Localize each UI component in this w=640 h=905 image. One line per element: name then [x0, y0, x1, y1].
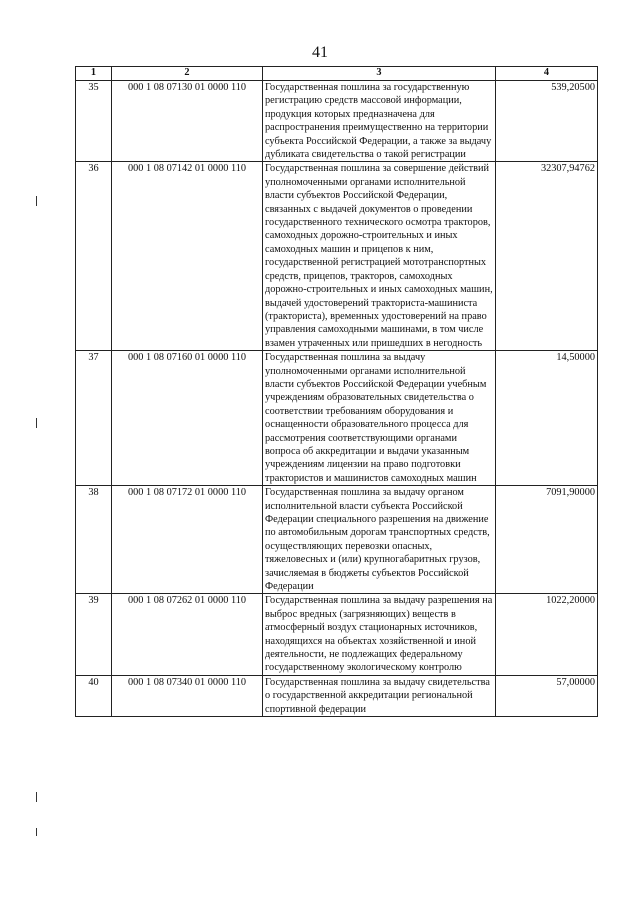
table-row — [76, 594, 598, 675]
row-amount: 1022,20000 — [496, 594, 598, 675]
table-row — [76, 486, 598, 594]
page-number: 41 — [312, 44, 328, 61]
scan-artifact — [36, 196, 37, 206]
row-number: 38 — [76, 486, 112, 594]
column-header-1: 1 — [76, 67, 112, 81]
header-row — [76, 67, 598, 81]
column-header-4: 4 — [496, 67, 598, 81]
row-number: 36 — [76, 162, 112, 351]
row-number: 40 — [76, 675, 112, 716]
budget-code: 000 1 08 07262 01 0000 110 — [112, 594, 263, 675]
table-row — [76, 81, 598, 162]
budget-code: 000 1 08 07340 01 0000 110 — [112, 675, 263, 716]
row-description: Государственная пошлина за выдачу уполномоченными органами исполнительной власти субъектов Российской Федерации учебным учреждениям образовательных свидетельства о соответствии требованиям оборудования и оснащенности образовательного процесса для рассмотрения соответствующими органами вопроса об аккредитации и выдачи указанным учреждениям лицензии на право подготовки трактористов и машинистов самоходных машин — [263, 351, 496, 486]
row-description: Государственная пошлина за совершение действий уполномоченными органами исполнительной власти субъектов Российской Федерации, связанных с выдачей документов о проведении государственного технического осмотра тракторов, самоходных дорожно-строительных и иных самоходных машин и прицепов к ним, государственной регистрацией мототранспортных средств, прицепов, тракторов, самоходных дорожно-строительных и иных самоходных машин, выдачей удостоверений тракториста-машиниста (тракториста), временных удостоверений на право управления самоходными машинами, в том числе взамен утраченных или пришедших в негодность — [263, 162, 496, 351]
scan-artifact — [36, 792, 37, 802]
row-number: 35 — [76, 81, 112, 162]
budget-code: 000 1 08 07172 01 0000 110 — [112, 486, 263, 594]
row-description: Государственная пошлина за выдачу органом исполнительной власти субъекта Российской Федерации специального разрешения на движение по автомобильным дорогам транспортных средств, осуществляющих перевозки опасных, тяжеловесных и (или) крупногабаритных грузов, зачисляемая в бюджеты субъектов Российской Федерации — [263, 486, 496, 594]
table-header — [76, 67, 598, 81]
table-row — [76, 675, 598, 716]
budget-code: 000 1 08 07160 01 0000 110 — [112, 351, 263, 486]
row-amount: 7091,90000 — [496, 486, 598, 594]
scan-artifact — [36, 828, 37, 836]
row-amount: 14,50000 — [496, 351, 598, 486]
table-row — [76, 351, 598, 486]
row-amount: 57,00000 — [496, 675, 598, 716]
budget-table — [75, 66, 598, 717]
budget-code: 000 1 08 07142 01 0000 110 — [112, 162, 263, 351]
row-description: Государственная пошлина за государственную регистрацию средств массовой информации, продукция которых предназначена для распространения преимущественно на территории субъекта Российской Федерации, а также за выдачу дубликата свидетельства о такой регистрации — [263, 81, 496, 162]
column-header-2: 2 — [112, 67, 263, 81]
row-number: 37 — [76, 351, 112, 486]
row-description: Государственная пошлина за выдачу свидетельства о государственной аккредитации региональной спортивной федерации — [263, 675, 496, 716]
table-body — [76, 81, 598, 717]
scan-artifact — [36, 418, 37, 428]
column-header-3: 3 — [263, 67, 496, 81]
row-amount: 539,20500 — [496, 81, 598, 162]
row-amount: 32307,94762 — [496, 162, 598, 351]
row-description: Государственная пошлина за выдачу разрешения на выброс вредных (загрязняющих) веществ в атмосферный воздух стационарных источников, находящихся на объектах хозяйственной и иной деятельности, не подлежащих федеральному государственному экологическому контролю — [263, 594, 496, 675]
row-number: 39 — [76, 594, 112, 675]
table-row — [76, 162, 598, 351]
budget-code: 000 1 08 07130 01 0000 110 — [112, 81, 263, 162]
